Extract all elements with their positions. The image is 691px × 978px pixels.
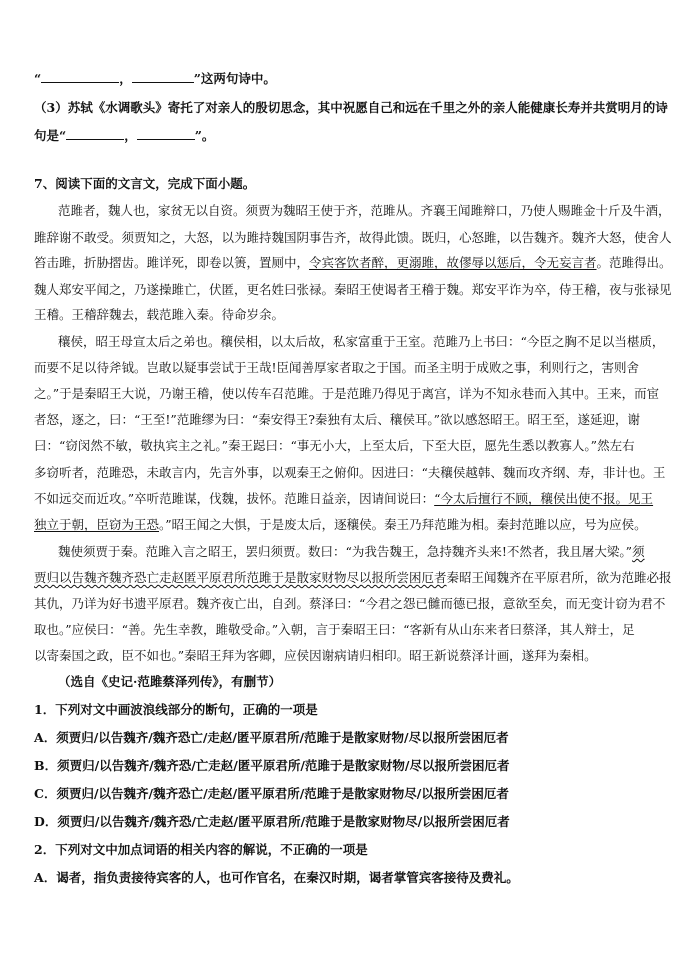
passage-line: 曰：“窃闵然不敏，敬执宾主之礼。”秦王跽曰：“事无小大，上至太后，下至大臣，愿先生悉以教寡人。”然左右 [34,438,635,453]
answer-blank[interactable] [132,70,194,83]
wavy-underlined-text: 须 [632,544,645,559]
underlined-sentence: 令宾客饮者醉，更溺雎，故僇辱以惩后，令无妄言者 [309,255,597,270]
question-2-stem: 2．下列对文中加点词语的相关内容的解说，不正确的一项是 [34,842,368,857]
passage-text: 秦昭王闻魏齐在平原君所，欲为范雎必报 [446,570,672,585]
passage-line [34,569,672,587]
passage-text: 不如远交而近攻。”卒听范雎谋，伐魏，拔怀。范雎日益亲，因请间说曰： [34,491,435,506]
answer-blank[interactable] [41,70,119,83]
passage-line: 范雎者，魏人也，家贫无以自资。须贾为魏昭王使于齐，范雎从。齐襄王闻雎辩口，乃使人赐雎金十斤及牛酒， [58,203,671,218]
answer-blank[interactable] [66,127,124,140]
passage-line: 而要不足以待斧钺。岂敢以疑事尝试于王哉!臣闻善厚家者取之于国。而圣主明于成败之事，利则行之，害则舍 [34,360,640,375]
passage-line: 王稽。王稽辞魏去，载范雎入秦。待命岁余。 [34,307,285,322]
passage-text: 魏使须贾于秦。范雎入言之昭王，罢归须贾。数曰：“为我告魏王，急持魏齐头来!不然者，我且屠大梁。” [58,544,633,559]
passage-line: 多窃听者，范雎恐，未敢言内，先言外事，以观秦王之俯仰。因进曰：“夫穰侯越韩、魏而攻齐纲、寿，非计也。王 [34,465,666,480]
underlined-sentence: 独立于朝，臣窃为王恐 [34,517,160,532]
passage-text: 笞击雎，折胁摺齿。雎详死，即卷以箦，置厕中， [34,255,310,270]
question-1-option-b[interactable]: B．须贾归/以告魏齐/魏齐恐/亡走赵/匿平原君所/范雎于是散家财物/尽以报所尝困厄者 [34,758,510,773]
passage-text: 。范雎得出。 [596,255,672,270]
passage-line: 以寄秦国之政，臣不如也。”秦昭王拜为客卿，应侯因谢病请归相印。昭王新说蔡泽计画，遂拜为秦相。 [34,648,597,663]
question-1-option-c[interactable]: C．须贾归/以告魏齐/魏齐恐亡/走赵/匿平原君所/范雎于是散家财物尽/以报所尝困厄者 [34,786,509,801]
q3-prefix: 句是“ [34,128,67,143]
wavy-underlined-text: 贾归以告魏齐魏齐恐亡走赵匿平原君所范雎于是散家财物尽以报所尝困厄者 [34,570,447,585]
passage-line: 穰侯，昭王母宣太后之弟也。穰侯相，以太后故，私家富重于王室。范雎乃上书曰：“今臣之胸不足以当椹质， [58,334,665,349]
passage-line [58,543,656,561]
question-1-option-d[interactable]: D．须贾归/以告魏齐/魏齐恐/亡走赵/匿平原君所/范雎于是散家财物尽/以报所尝困厄者 [34,814,510,829]
question-1-option-a[interactable]: A．须贾归/以告魏齐/魏齐恐亡/走赵/匿平原君所/范雎于是散家财物/尽以报所尝困厄者 [34,730,509,745]
question-2-option-a[interactable]: A．谒者，指负责接待宾客的人，也可作官名，在秦汉时期，谒者掌管宾客接待及费礼。 [34,870,519,885]
passage-line [34,254,672,272]
quote-open: “ [34,71,42,86]
passage-line: 之。”于是秦昭王大说，乃谢王稽，使以传车召范雎。于是范雎乃得见于离宫，详为不知永巷而入其中。王来，而宦 [34,386,660,401]
passage-line [34,490,656,508]
passage-line: 魏人郑安平闻之，乃遂操雎亡，伏匿，更名姓曰张禄。秦昭王使谒者王稽于魏。郑安平诈为卒，侍王稽，夜与张禄见 [34,282,672,297]
quote-sep: ， [119,71,132,86]
answer-blank[interactable] [137,127,195,140]
q3-line: （3）苏轼《水调歌头》寄托了对亲人的殷切思念，其中祝愿自己和远在千里之外的亲人能健康长寿并共赏明月的诗 [34,100,668,115]
quote-close: ”。 [194,128,215,143]
passage-line: 雎辞谢不敢受。须贾知之，大怒，以为雎持魏国阴事告齐，故得此馈。既归，心怒雎，以告魏齐。魏齐大怒，使舍人 [34,230,672,245]
passage-line [34,516,656,534]
question-1-stem: 1．下列对文中画波浪线部分的断句，正确的一项是 [34,702,318,717]
passage-text: 。”昭王闻之大惧，于是废太后，逐穰侯。秦王乃拜范雎为相。秦封范雎以应，号为应侯。 [159,517,647,532]
section-title: 7、阅读下面的文言文，完成下面小题。 [34,176,256,191]
underlined-sentence: “今太后擅行不顾，穰侯出使不报。见王 [434,491,654,506]
passage-line: 取也。”应侯曰：“善。先生幸教，雎敬受命。”入朝，言于秦昭王曰：“客新有从山东来者曰蔡泽，其人辩士，足 [34,622,635,637]
passage-source: （选自《史记·范雎蔡泽列传》，有删节） [58,674,282,689]
quote-close: ”这两句诗中。 [193,71,276,86]
passage-line: 者怒，逐之，曰：“王至!”范雎缪为曰：“秦安得王?秦独有太后、穰侯耳。”欲以感怒昭王。昭王至，遂延迎，谢 [34,412,641,427]
passage-line: 其仇，乃详为好书遗平原君。魏齐夜亡出，自刭。蔡泽曰：“今君之怨已雠而德已报，意欲至矣，而无变计窃为君不 [34,596,666,611]
quote-sep: ， [124,128,137,143]
q2-blank-line [34,70,656,88]
q3-blank-line [34,127,656,145]
